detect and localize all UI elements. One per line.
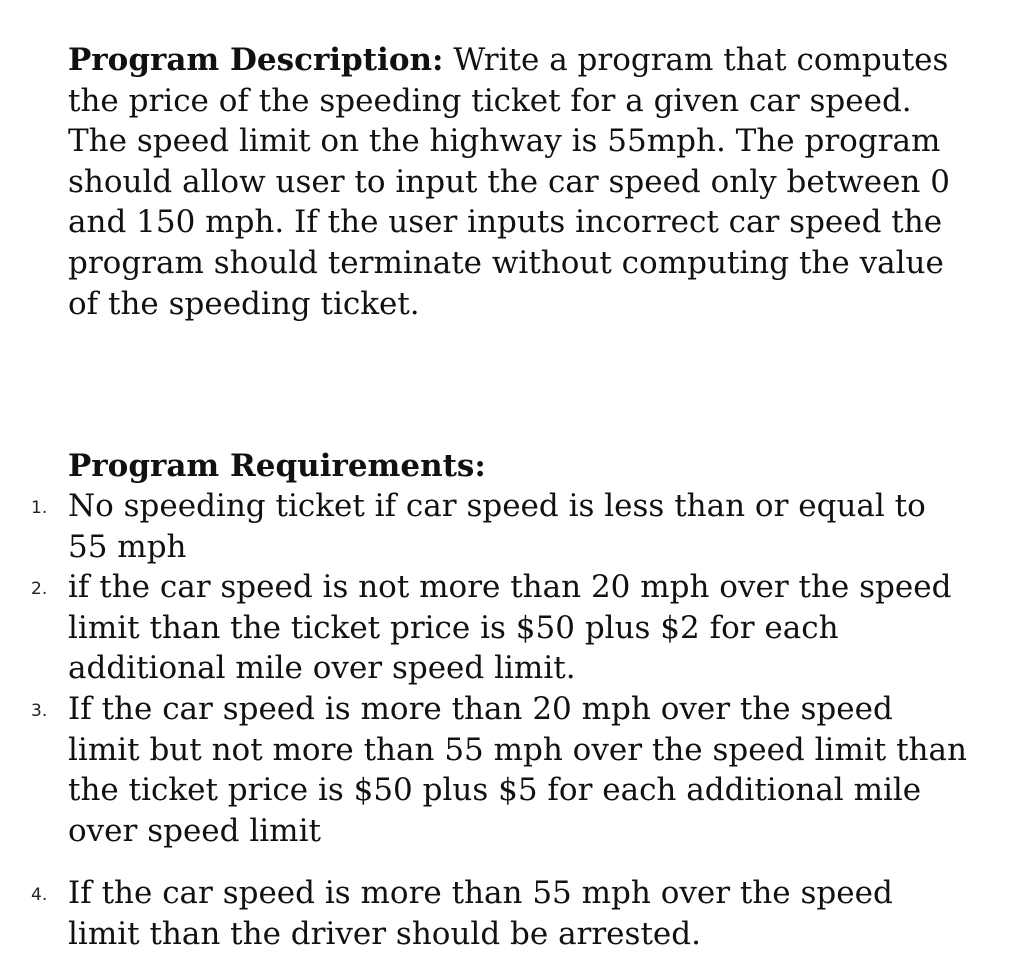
requirement-number: 4. — [31, 885, 48, 906]
requirement-number: 3. — [31, 700, 48, 721]
requirement-text: If the car speed is more than 55 mph over the speed limit than the driver should be arrested. — [68, 875, 893, 952]
requirements-list — [0, 486, 1024, 955]
requirement-number: 2. — [31, 579, 48, 600]
requirement-item — [0, 873, 968, 954]
requirement-text: No speeding ticket if car speed is less than or equal to 55 mph — [68, 488, 926, 565]
requirement-text: If the car speed is more than 20 mph over the speed limit but not more than 55 mph over the speed limit than the ticket price is $50 plus $5 for each additional mile over speed limit — [68, 690, 967, 849]
program-description-text: Write a program that computes the price of the speeding ticket for a given car speed. The speed limit on the highway is 55mph. The program should allow user to input the car speed only between 0 and 150 mph. If the user inputs incorrect car speed the program should terminate without computing the value of the speeding ticket. — [68, 42, 950, 322]
requirement-item — [0, 567, 968, 689]
program-description-label: Program Description: — [68, 42, 444, 78]
program-description — [68, 40, 968, 324]
requirement-text: if the car speed is not more than 20 mph over the speed limit than the ticket price is $50 plus $2 for each additional mile over speed limit. — [68, 569, 952, 687]
requirement-item — [0, 689, 968, 851]
requirement-number: 1. — [31, 498, 48, 518]
program-requirements-heading: Program Requirements: — [68, 448, 486, 484]
requirement-item — [0, 486, 968, 567]
